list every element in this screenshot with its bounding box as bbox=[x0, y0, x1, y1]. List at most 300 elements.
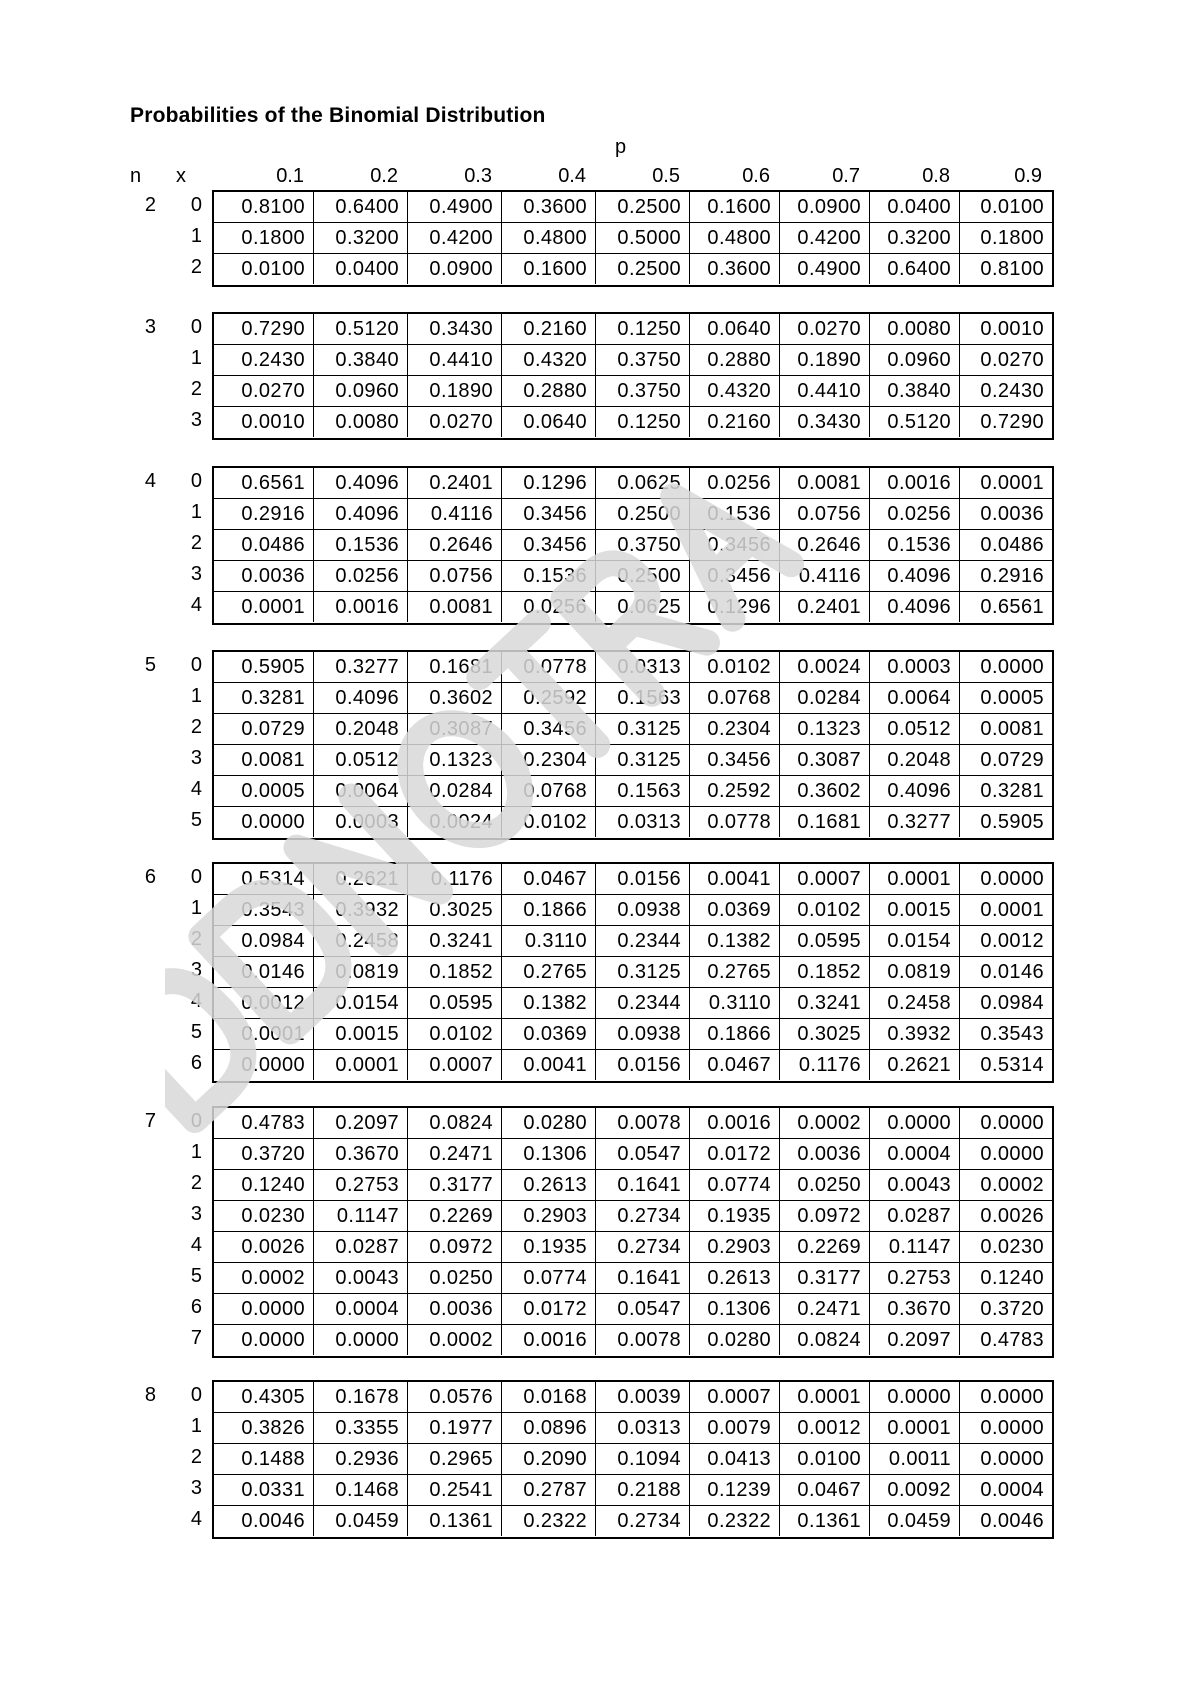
probability-cell: 0.1977 bbox=[408, 1413, 502, 1443]
probability-cell: 0.4096 bbox=[870, 776, 960, 806]
probability-cell: 0.0100 bbox=[780, 1444, 870, 1474]
probability-cell: 0.1800 bbox=[980, 227, 1044, 249]
probability-cell: 0.2621 bbox=[314, 864, 408, 894]
probability-cell: 0.3600 bbox=[502, 192, 596, 222]
probability-cell: 0.1323 bbox=[408, 745, 502, 775]
probability-cell: 0.0016 bbox=[690, 1108, 780, 1138]
probability-cell: 0.3125 bbox=[596, 957, 690, 987]
table-row bbox=[214, 223, 1052, 254]
x-value: 0 bbox=[190, 1110, 202, 1132]
probability-cell: 0.1239 bbox=[690, 1475, 780, 1505]
x-value: 0 bbox=[190, 470, 202, 492]
probability-cell: 0.2430 bbox=[214, 345, 314, 375]
probability-cell: 0.0774 bbox=[690, 1170, 780, 1200]
probability-cell: 0.0256 bbox=[314, 561, 408, 591]
probability-cell: 0.0041 bbox=[502, 1050, 596, 1080]
x-value: 1 bbox=[190, 897, 202, 919]
probability-cell: 0.0938 bbox=[596, 1019, 690, 1049]
probability-cell: 0.0413 bbox=[690, 1444, 780, 1474]
probability-cell: 0.0280 bbox=[690, 1325, 780, 1355]
probability-cell: 0.1536 bbox=[314, 530, 408, 560]
table-row bbox=[214, 1475, 1052, 1506]
probability-cell: 0.3025 bbox=[780, 1019, 870, 1049]
probability-cell: 0.4305 bbox=[214, 1382, 314, 1412]
probability-cell: 0.3456 bbox=[690, 561, 780, 591]
probability-cell: 0.2401 bbox=[780, 592, 870, 622]
probability-cell: 0.2592 bbox=[502, 683, 596, 713]
x-value: 3 bbox=[190, 1203, 202, 1225]
probability-cell: 0.0012 bbox=[780, 1413, 870, 1443]
probability-cell: 0.1536 bbox=[690, 499, 780, 529]
probability-cell: 0.7290 bbox=[980, 411, 1044, 433]
probability-cell: 0.1800 bbox=[214, 223, 314, 253]
probability-cell: 0.1147 bbox=[870, 1232, 960, 1262]
n-value: 7 bbox=[144, 1110, 156, 1132]
probability-cell: 0.3750 bbox=[596, 530, 690, 560]
probability-cell: 0.4410 bbox=[408, 345, 502, 375]
x-column-header: x bbox=[176, 165, 186, 187]
x-value: 6 bbox=[190, 1052, 202, 1074]
probability-cell: 0.1681 bbox=[780, 807, 870, 837]
probability-cell: 0.3456 bbox=[690, 530, 780, 560]
x-value: 5 bbox=[190, 809, 202, 831]
probability-cell: 0.3456 bbox=[690, 745, 780, 775]
probability-cell: 0.2090 bbox=[502, 1444, 596, 1474]
probability-cell: 0.0256 bbox=[502, 592, 596, 622]
probability-cell: 0.3200 bbox=[870, 223, 960, 253]
probability-cell: 0.2592 bbox=[690, 776, 780, 806]
probability-cell: 0.0043 bbox=[314, 1263, 408, 1293]
probability-cell: 0.6561 bbox=[980, 596, 1044, 618]
probability-cell: 0.2500 bbox=[596, 561, 690, 591]
probability-cell: 0.0000 bbox=[314, 1325, 408, 1355]
probability-cell: 0.0004 bbox=[870, 1139, 960, 1169]
table-row bbox=[214, 345, 1052, 376]
probability-grid-n-2 bbox=[212, 190, 1054, 287]
table-row bbox=[214, 745, 1052, 776]
probability-cell: 0.4800 bbox=[502, 223, 596, 253]
probability-cell: 0.0004 bbox=[314, 1294, 408, 1324]
probability-cell: 0.0000 bbox=[870, 1382, 960, 1412]
n-column-header: n bbox=[130, 165, 142, 187]
table-row bbox=[214, 714, 1052, 745]
probability-cell: 0.1536 bbox=[870, 530, 960, 560]
probability-cell: 0.2753 bbox=[314, 1170, 408, 1200]
probability-cell: 0.0250 bbox=[408, 1263, 502, 1293]
probability-cell: 0.2753 bbox=[870, 1263, 960, 1293]
probability-cell: 0.0984 bbox=[980, 992, 1044, 1014]
probability-grid-n-3 bbox=[212, 312, 1054, 440]
table-row bbox=[214, 561, 1052, 592]
probability-cell: 0.2344 bbox=[596, 988, 690, 1018]
x-value: 1 bbox=[190, 1415, 202, 1437]
probability-cell: 0.0595 bbox=[408, 988, 502, 1018]
probability-cell: 0.0270 bbox=[780, 314, 870, 344]
probability-cell: 0.0146 bbox=[214, 957, 314, 987]
probability-cell: 0.3456 bbox=[502, 714, 596, 744]
probability-cell: 0.0512 bbox=[314, 745, 408, 775]
probability-cell: 0.0824 bbox=[408, 1108, 502, 1138]
probability-cell: 0.0016 bbox=[314, 592, 408, 622]
probability-cell: 0.0002 bbox=[408, 1325, 502, 1355]
probability-cell: 0.3543 bbox=[980, 1023, 1044, 1045]
probability-cell: 0.2458 bbox=[870, 988, 960, 1018]
probability-cell: 0.1250 bbox=[596, 314, 690, 344]
probability-cell: 0.0036 bbox=[408, 1294, 502, 1324]
x-value: 1 bbox=[190, 501, 202, 523]
x-value: 2 bbox=[190, 928, 202, 950]
x-value: 0 bbox=[190, 316, 202, 338]
probability-cell: 0.2613 bbox=[502, 1170, 596, 1200]
probability-cell: 0.2734 bbox=[596, 1506, 690, 1536]
n-value: 3 bbox=[144, 316, 156, 338]
probability-cell: 0.0010 bbox=[214, 407, 314, 437]
probability-cell: 0.0102 bbox=[408, 1019, 502, 1049]
probability-cell: 0.0972 bbox=[408, 1232, 502, 1262]
table-row bbox=[214, 376, 1052, 407]
table-row bbox=[214, 864, 1052, 895]
probability-cell: 0.5120 bbox=[314, 314, 408, 344]
probability-cell: 0.1382 bbox=[690, 926, 780, 956]
probability-cell: 0.0256 bbox=[870, 499, 960, 529]
probability-cell: 0.0250 bbox=[780, 1170, 870, 1200]
table-row bbox=[214, 1170, 1052, 1201]
probability-cell: 0.2269 bbox=[780, 1232, 870, 1262]
probability-cell: 0.0024 bbox=[408, 807, 502, 837]
probability-cell: 0.2787 bbox=[502, 1475, 596, 1505]
probability-cell: 0.1240 bbox=[214, 1170, 314, 1200]
table-row bbox=[214, 530, 1052, 561]
probability-cell: 0.2048 bbox=[870, 745, 960, 775]
probability-cell: 0.1361 bbox=[780, 1506, 870, 1536]
x-value: 6 bbox=[190, 1296, 202, 1318]
probability-cell: 0.0960 bbox=[314, 376, 408, 406]
probability-cell: 0.4116 bbox=[780, 561, 870, 591]
probability-cell: 0.3281 bbox=[980, 780, 1044, 802]
table-row bbox=[214, 1382, 1052, 1413]
probability-cell: 0.2048 bbox=[314, 714, 408, 744]
table-row bbox=[214, 1019, 1052, 1050]
probability-cell: 0.0000 bbox=[980, 656, 1044, 678]
probability-cell: 0.1250 bbox=[596, 407, 690, 437]
probability-cell: 0.0039 bbox=[596, 1382, 690, 1412]
probability-cell: 0.0007 bbox=[780, 864, 870, 894]
probability-cell: 0.0102 bbox=[502, 807, 596, 837]
probability-cell: 0.0168 bbox=[502, 1382, 596, 1412]
probability-cell: 0.3200 bbox=[314, 223, 408, 253]
probability-cell: 0.0003 bbox=[314, 807, 408, 837]
probability-cell: 0.0000 bbox=[980, 868, 1044, 890]
probability-cell: 0.3241 bbox=[780, 988, 870, 1018]
probability-cell: 0.0369 bbox=[502, 1019, 596, 1049]
probability-cell: 0.2188 bbox=[596, 1475, 690, 1505]
probability-cell: 0.0007 bbox=[408, 1050, 502, 1080]
probability-cell: 0.2304 bbox=[690, 714, 780, 744]
probability-cell: 0.0100 bbox=[214, 254, 314, 284]
probability-cell: 0.5905 bbox=[980, 811, 1044, 833]
probability-cell: 0.2322 bbox=[502, 1506, 596, 1536]
probability-cell: 0.0467 bbox=[690, 1050, 780, 1080]
p-header-0-3: 0.3 bbox=[464, 165, 492, 187]
probability-cell: 0.0768 bbox=[690, 683, 780, 713]
probability-cell: 0.0896 bbox=[502, 1413, 596, 1443]
probability-cell: 0.0064 bbox=[870, 683, 960, 713]
probability-cell: 0.2471 bbox=[780, 1294, 870, 1324]
x-value: 5 bbox=[190, 1265, 202, 1287]
probability-cell: 0.4200 bbox=[780, 223, 870, 253]
probability-cell: 0.2916 bbox=[980, 565, 1044, 587]
probability-cell: 0.2344 bbox=[596, 926, 690, 956]
probability-cell: 0.0774 bbox=[502, 1263, 596, 1293]
probability-cell: 0.4783 bbox=[214, 1108, 314, 1138]
probability-cell: 0.0400 bbox=[870, 192, 960, 222]
table-row bbox=[214, 1232, 1052, 1263]
probability-cell: 0.0036 bbox=[980, 503, 1044, 525]
probability-cell: 0.0002 bbox=[980, 1174, 1044, 1196]
probability-cell: 0.0625 bbox=[596, 468, 690, 498]
probability-cell: 0.3602 bbox=[408, 683, 502, 713]
x-value: 5 bbox=[190, 1021, 202, 1043]
probability-cell: 0.0156 bbox=[596, 864, 690, 894]
probability-cell: 0.0459 bbox=[870, 1506, 960, 1536]
x-value: 1 bbox=[190, 685, 202, 707]
probability-cell: 0.3600 bbox=[690, 254, 780, 284]
probability-cell: 0.1678 bbox=[314, 1382, 408, 1412]
probability-cell: 0.0154 bbox=[870, 926, 960, 956]
probability-cell: 0.4410 bbox=[780, 376, 870, 406]
probability-cell: 0.1296 bbox=[690, 592, 780, 622]
table-row bbox=[214, 592, 1052, 622]
x-value: 2 bbox=[190, 716, 202, 738]
probability-cell: 0.0046 bbox=[214, 1506, 314, 1536]
table-row bbox=[214, 652, 1052, 683]
probability-cell: 0.2880 bbox=[502, 376, 596, 406]
probability-cell: 0.0230 bbox=[980, 1236, 1044, 1258]
x-value: 3 bbox=[190, 747, 202, 769]
probability-cell: 0.0270 bbox=[980, 349, 1044, 371]
x-value: 0 bbox=[190, 654, 202, 676]
probability-cell: 0.0102 bbox=[690, 652, 780, 682]
probability-cell: 0.4096 bbox=[314, 499, 408, 529]
p-axis-label: p bbox=[615, 136, 627, 158]
probability-cell: 0.2880 bbox=[690, 345, 780, 375]
probability-cell: 0.1600 bbox=[502, 254, 596, 284]
probability-cell: 0.1147 bbox=[314, 1201, 408, 1231]
probability-cell: 0.3125 bbox=[596, 745, 690, 775]
probability-cell: 0.3087 bbox=[780, 745, 870, 775]
table-row bbox=[214, 807, 1052, 837]
p-header-0-9: 0.9 bbox=[1014, 165, 1042, 187]
x-value: 2 bbox=[190, 1172, 202, 1194]
probability-cell: 0.2500 bbox=[596, 254, 690, 284]
table-row bbox=[214, 683, 1052, 714]
table-row bbox=[214, 988, 1052, 1019]
probability-cell: 0.0313 bbox=[596, 807, 690, 837]
probability-cell: 0.0000 bbox=[980, 1143, 1044, 1165]
probability-cell: 0.4096 bbox=[870, 561, 960, 591]
probability-cell: 0.1641 bbox=[596, 1170, 690, 1200]
probability-cell: 0.1382 bbox=[502, 988, 596, 1018]
table-row bbox=[214, 1201, 1052, 1232]
table-row bbox=[214, 957, 1052, 988]
probability-cell: 0.0000 bbox=[214, 1294, 314, 1324]
probability-cell: 0.2097 bbox=[314, 1108, 408, 1138]
probability-cell: 0.0824 bbox=[780, 1325, 870, 1355]
probability-cell: 0.1890 bbox=[780, 345, 870, 375]
table-row bbox=[214, 1325, 1052, 1355]
probability-cell: 0.0230 bbox=[214, 1201, 314, 1231]
probability-cell: 0.2500 bbox=[596, 192, 690, 222]
table-row bbox=[214, 1108, 1052, 1139]
probability-cell: 0.1890 bbox=[408, 376, 502, 406]
x-value: 4 bbox=[190, 594, 202, 616]
probability-cell: 0.2621 bbox=[870, 1050, 960, 1080]
probability-cell: 0.3750 bbox=[596, 345, 690, 375]
probability-cell: 0.1306 bbox=[690, 1294, 780, 1324]
probability-cell: 0.3932 bbox=[314, 895, 408, 925]
probability-cell: 0.0900 bbox=[780, 192, 870, 222]
probability-cell: 0.4783 bbox=[980, 1329, 1044, 1351]
probability-cell: 0.3932 bbox=[870, 1019, 960, 1049]
probability-cell: 0.1323 bbox=[780, 714, 870, 744]
table-row bbox=[214, 1050, 1052, 1080]
table-row bbox=[214, 895, 1052, 926]
p-header-0-2: 0.2 bbox=[370, 165, 398, 187]
probability-cell: 0.0640 bbox=[502, 407, 596, 437]
probability-cell: 0.0001 bbox=[214, 1019, 314, 1049]
probability-cell: 0.0003 bbox=[870, 652, 960, 682]
probability-cell: 0.1296 bbox=[502, 468, 596, 498]
probability-cell: 0.0729 bbox=[980, 749, 1044, 771]
probability-cell: 0.3602 bbox=[780, 776, 870, 806]
table-row bbox=[214, 1139, 1052, 1170]
table-row bbox=[214, 499, 1052, 530]
probability-cell: 0.0001 bbox=[214, 592, 314, 622]
probability-cell: 0.0043 bbox=[870, 1170, 960, 1200]
probability-cell: 0.1240 bbox=[980, 1267, 1044, 1289]
probability-cell: 0.0041 bbox=[690, 864, 780, 894]
probability-cell: 0.0010 bbox=[980, 318, 1044, 340]
probability-cell: 0.2734 bbox=[596, 1201, 690, 1231]
probability-cell: 0.0287 bbox=[870, 1201, 960, 1231]
probability-cell: 0.0002 bbox=[780, 1108, 870, 1138]
probability-cell: 0.2541 bbox=[408, 1475, 502, 1505]
p-header-0-1: 0.1 bbox=[276, 165, 304, 187]
n-value: 8 bbox=[144, 1384, 156, 1406]
probability-cell: 0.0270 bbox=[408, 407, 502, 437]
probability-cell: 0.0486 bbox=[214, 530, 314, 560]
probability-cell: 0.0002 bbox=[214, 1263, 314, 1293]
probability-cell: 0.0005 bbox=[980, 687, 1044, 709]
probability-cell: 0.0729 bbox=[214, 714, 314, 744]
probability-cell: 0.5905 bbox=[214, 652, 314, 682]
probability-cell: 0.2646 bbox=[408, 530, 502, 560]
probability-cell: 0.0000 bbox=[214, 1325, 314, 1355]
probability-cell: 0.5314 bbox=[980, 1054, 1044, 1076]
table-row bbox=[214, 1413, 1052, 1444]
x-value: 4 bbox=[190, 778, 202, 800]
probability-cell: 0.0081 bbox=[214, 745, 314, 775]
probability-cell: 0.4900 bbox=[780, 254, 870, 284]
probability-cell: 0.0081 bbox=[780, 468, 870, 498]
probability-cell: 0.2458 bbox=[314, 926, 408, 956]
probability-cell: 0.0512 bbox=[870, 714, 960, 744]
probability-cell: 0.5120 bbox=[870, 407, 960, 437]
probability-cell: 0.0078 bbox=[596, 1325, 690, 1355]
probability-cell: 0.1563 bbox=[596, 776, 690, 806]
probability-cell: 0.3670 bbox=[870, 1294, 960, 1324]
probability-cell: 0.3826 bbox=[214, 1413, 314, 1443]
table-row bbox=[214, 314, 1052, 345]
probability-cell: 0.4900 bbox=[408, 192, 502, 222]
page-title: Probabilities of the Binomial Distribution bbox=[130, 104, 546, 127]
probability-cell: 0.2500 bbox=[596, 499, 690, 529]
probability-cell: 0.2160 bbox=[502, 314, 596, 344]
p-header-0-8: 0.8 bbox=[922, 165, 950, 187]
probability-cell: 0.2903 bbox=[502, 1201, 596, 1231]
probability-cell: 0.0012 bbox=[214, 988, 314, 1018]
probability-grid-n-5 bbox=[212, 650, 1054, 840]
probability-cell: 0.2734 bbox=[596, 1232, 690, 1262]
probability-grid-n-7 bbox=[212, 1106, 1054, 1358]
probability-cell: 0.1536 bbox=[502, 561, 596, 591]
probability-cell: 0.0756 bbox=[408, 561, 502, 591]
p-header-0-4: 0.4 bbox=[558, 165, 586, 187]
probability-cell: 0.3670 bbox=[314, 1139, 408, 1169]
probability-cell: 0.3241 bbox=[408, 926, 502, 956]
probability-cell: 0.0172 bbox=[690, 1139, 780, 1169]
probability-cell: 0.1852 bbox=[408, 957, 502, 987]
probability-cell: 0.4096 bbox=[314, 468, 408, 498]
probability-cell: 0.0078 bbox=[596, 1108, 690, 1138]
probability-cell: 0.5314 bbox=[214, 864, 314, 894]
probability-cell: 0.3720 bbox=[214, 1139, 314, 1169]
probability-cell: 0.0102 bbox=[780, 895, 870, 925]
x-value: 0 bbox=[190, 1384, 202, 1406]
probability-cell: 0.1866 bbox=[690, 1019, 780, 1049]
probability-cell: 0.0000 bbox=[980, 1417, 1044, 1439]
probability-cell: 0.1176 bbox=[780, 1050, 870, 1080]
probability-cell: 0.0960 bbox=[870, 345, 960, 375]
probability-cell: 0.3430 bbox=[408, 314, 502, 344]
probability-cell: 0.3456 bbox=[502, 499, 596, 529]
x-value: 2 bbox=[190, 378, 202, 400]
probability-cell: 0.2097 bbox=[870, 1325, 960, 1355]
probability-cell: 0.2269 bbox=[408, 1201, 502, 1231]
probability-cell: 0.4116 bbox=[408, 499, 502, 529]
probability-cell: 0.1176 bbox=[408, 864, 502, 894]
probability-cell: 0.0081 bbox=[408, 592, 502, 622]
probability-cell: 0.0026 bbox=[214, 1232, 314, 1262]
probability-cell: 0.6400 bbox=[314, 192, 408, 222]
probability-cell: 0.8100 bbox=[980, 258, 1044, 280]
probability-cell: 0.3355 bbox=[314, 1413, 408, 1443]
probability-cell: 0.0369 bbox=[690, 895, 780, 925]
probability-cell: 0.4320 bbox=[690, 376, 780, 406]
x-value: 4 bbox=[190, 990, 202, 1012]
probability-cell: 0.1935 bbox=[502, 1232, 596, 1262]
probability-cell: 0.0467 bbox=[780, 1475, 870, 1505]
probability-cell: 0.4800 bbox=[690, 223, 780, 253]
x-value: 0 bbox=[190, 194, 202, 216]
probability-cell: 0.0001 bbox=[980, 899, 1044, 921]
table-row bbox=[214, 1294, 1052, 1325]
probability-cell: 0.6561 bbox=[214, 468, 314, 498]
probability-cell: 0.0640 bbox=[690, 314, 780, 344]
probability-cell: 0.1600 bbox=[690, 192, 780, 222]
probability-cell: 0.0256 bbox=[690, 468, 780, 498]
probability-cell: 0.1641 bbox=[596, 1263, 690, 1293]
